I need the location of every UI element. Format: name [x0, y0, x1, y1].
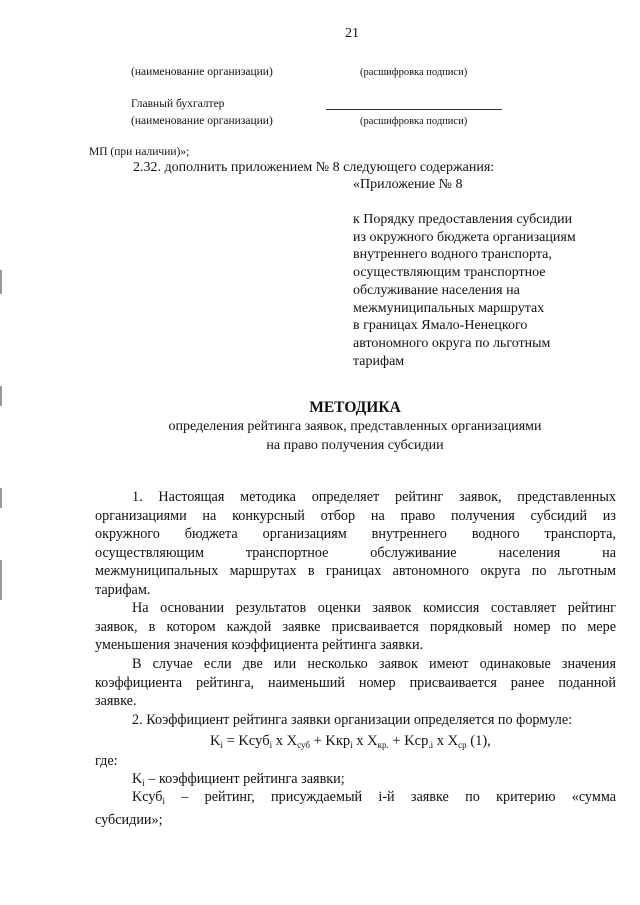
scan-artifact: [0, 488, 2, 508]
paragraph-line: В случае если две или несколько заявок имеют одинаковые значения: [132, 656, 616, 672]
formula-subscript: суб: [297, 740, 310, 750]
paragraph-1: [95, 488, 616, 600]
scan-artifact: [0, 270, 2, 294]
rating-formula: [210, 733, 491, 750]
signature-line: [326, 109, 502, 110]
definition-text: – рейтинг, присуждаемый i-й заявке по критерию «сумма: [165, 789, 616, 805]
paragraph-line: уменьшения значения коэффициента рейтинга заявки.: [95, 637, 424, 654]
paragraph-line: коэффициента рейтинга, наименьший номер присваивается ранее поданной: [95, 674, 616, 691]
appendix-line: автономного округа по льготным: [353, 335, 551, 351]
definition-line: субсидии»;: [95, 811, 163, 828]
definition-ksub: [95, 788, 616, 829]
signature-decoding-caption: (расшифровка подписи): [360, 67, 468, 78]
appendix-line: обслуживание населения на: [353, 282, 520, 298]
formula-subscript: ср: [458, 740, 467, 750]
formula-subscript: i: [350, 740, 353, 750]
page-number: 21: [345, 26, 359, 41]
formula-subscript: i: [269, 740, 273, 750]
paragraph-line: 1. Настоящая методика определяет рейтинг заявок, представленных: [132, 489, 616, 505]
formula-part: x X: [433, 733, 459, 749]
formula-part: + Kкр: [309, 733, 351, 749]
appendix-reference: [353, 211, 576, 370]
methodology-subheading: определения рейтинга заявок, представленных организациями: [168, 419, 542, 434]
formula-subscript: кр.: [377, 740, 389, 750]
appendix-line: в границах Ямало-Ненецкого: [353, 318, 528, 334]
paragraph-line: тарифам.: [95, 581, 151, 598]
formula-number: (1),: [466, 733, 491, 749]
formula-part: = Kсуб: [223, 733, 270, 749]
paragraph-3: [95, 655, 616, 711]
appendix-line: из окружного бюджета организациям: [353, 229, 576, 245]
formula-subscript: i: [220, 740, 223, 750]
paragraph-2: [95, 599, 616, 655]
paragraph-line: На основании результатов оценки заявок комиссия составляет рейтинг: [132, 600, 616, 616]
formula-part: x X: [272, 733, 298, 749]
definition-text: – коэффициент рейтинга заявки;: [144, 771, 345, 787]
paragraph-line: осуществляющим транспортное обслуживание населения на: [95, 544, 616, 561]
formula-part: K: [210, 733, 221, 749]
formula-part: + Kср: [388, 733, 429, 749]
appendix-line: внутреннего водного транспорта,: [353, 247, 552, 263]
scan-artifact: [0, 560, 2, 600]
definition-subscript: i: [162, 796, 165, 806]
appendix-line: осуществляющим транспортное: [353, 265, 546, 281]
definition-subscript: i: [142, 778, 145, 788]
paragraph-line: заявке.: [95, 693, 137, 710]
chief-accountant-label: Главный бухгалтер: [131, 98, 225, 110]
appendix-title: «Приложение № 8: [353, 177, 463, 192]
definition-symbol: K: [132, 771, 143, 787]
scan-artifact: [0, 386, 2, 406]
appendix-line: межмуниципальных маршрутах: [353, 300, 545, 316]
paragraph-line: организациями на конкурсный отбор на право получения субсидий из: [95, 507, 616, 524]
seal-note: МП (при наличии)»;: [89, 146, 190, 158]
signature-decoding-caption: (расшифровка подписи): [360, 116, 468, 127]
paragraph-4: 2. Коэффициент рейтинга заявки организации определяется по формуле:: [132, 712, 573, 728]
appendix-line: к Порядку предоставления субсидии: [353, 212, 573, 227]
appendix-line: тарифам: [353, 353, 405, 369]
methodology-heading: МЕТОДИКА: [309, 399, 401, 416]
methodology-subheading: на право получения субсидии: [266, 438, 444, 453]
org-name-caption: (наименование организации): [131, 66, 273, 78]
paragraph-line: окружного бюджета организациям внутреннего водного транспорта,: [95, 526, 616, 543]
paragraph-line: заявок, в котором каждой заявке присваивается порядковый номер по мере: [95, 618, 616, 635]
paragraph-line: межмуниципальных маршрутах в границах автономного округа по льготным: [95, 563, 616, 580]
amendment-item: 2.32. дополнить приложением № 8 следующего содержания:: [133, 160, 495, 175]
org-name-caption: (наименование организации): [131, 115, 273, 127]
formula-part: x X: [352, 733, 378, 749]
where-label: где:: [95, 753, 118, 769]
formula-subscript: .i: [428, 740, 434, 750]
definition-line: [95, 788, 616, 811]
definition-symbol: Kсуб: [132, 789, 163, 805]
